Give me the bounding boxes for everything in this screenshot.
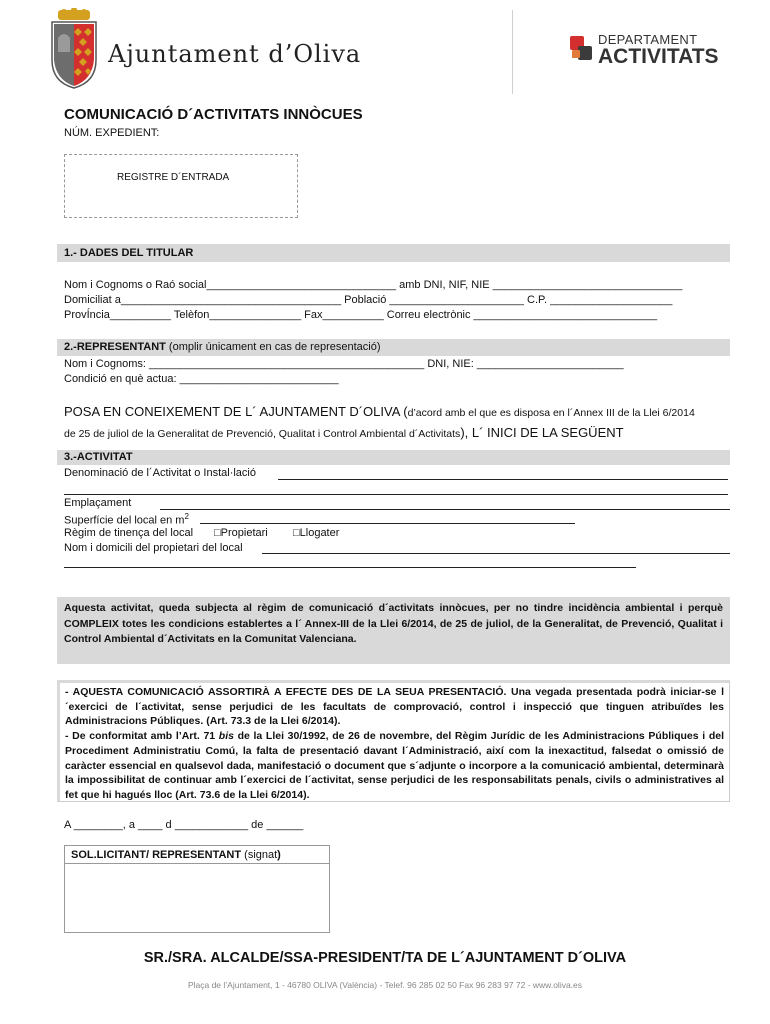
superficie-sup: 2 [184, 512, 189, 521]
superficie-text: Superfície del local en m [64, 514, 185, 527]
denominacio-label: Denominació de l´Activitat o Instal·lació [64, 467, 256, 479]
footer-address: Plaça de l’Ajuntament, 1 - 46780 OLIVA (València) - Telef. 96 285 02 50 Fax 96 283 97 72 - www.oliva.es [187, 980, 583, 990]
registre-label: REGISTRE D´ENTRADA [117, 172, 230, 183]
signature-box[interactable] [64, 845, 330, 933]
addressee: SR./SRA. ALCALDE/SSA-PRESIDENT/TA DE L´AJUNTAMENT D´OLIVA [143, 950, 627, 966]
signature-label-end: ) [277, 849, 281, 861]
date-line[interactable]: A ________, a ____ d ____________ de ______ [64, 819, 304, 831]
propietari-label: Nom i domicili del propietari del local [64, 542, 243, 554]
propietari-line-2 [64, 567, 636, 568]
section2-heading [57, 339, 730, 356]
department-line2: ACTIVITATS [598, 45, 719, 68]
representant-line-1: Nom i Cognoms: _____________________________________________ DNI, NIE: ________________________ [64, 358, 624, 370]
llogater-checkbox[interactable]: □Llogater [293, 527, 340, 539]
registre-box [64, 154, 298, 218]
council-name: Ajuntament d’Oliva [108, 40, 362, 68]
propietari-checkbox[interactable]: □Propietari [214, 527, 268, 539]
document-title: COMUNICACIÓ D´ACTIVITATS INNÒCUES [64, 106, 363, 123]
regim-label: Règim de tinença del local [64, 527, 194, 539]
representant-line-2: Condició en què actua: __________________________ [64, 373, 339, 385]
coat-of-arms [48, 8, 100, 90]
notice-large-2: ), L´ INICI DE LA SEGÜENT [460, 425, 624, 440]
notice-large-1: POSA EN CONEIXEMENT DE L´ AJUNTAMENT D´OLIVA ( [64, 404, 408, 419]
legal-box [57, 680, 730, 802]
superficie-line [200, 523, 575, 524]
signature-label-bold: SOL.LICITANT/ REPRESENTANT [71, 849, 242, 861]
notice-small-2: de 25 de juliol de la Generalitat de Prevenció, Qualitat i Control Ambiental d´Activitats [64, 428, 461, 440]
notice-text [64, 402, 734, 444]
header-divider [512, 10, 513, 94]
regime-box: Aquesta activitat, queda subjecta al règim de comunicació d´activitats innòcues, per no tindre incidència ambiental i perquè COMPLEIX totes les condicions establertes a l´ Annex-III de la Llei 6/2014, de 25 de juliol, de la Generalitat, de Prevenció, Qualitat i Control Ambiental d´Activitats en la Comunitat Valenciana. [57, 597, 730, 664]
emplacament-label: Emplaçament [64, 497, 132, 509]
propietari-line [262, 553, 730, 554]
legal-p2-bis: bis [218, 730, 234, 743]
notice-small-1: d’acord amb el que es disposa en l´Annex III de la Llei 6/2014 [407, 407, 695, 419]
titular-line-2: Domiciliat a____________________________________ Població ______________________ C.P. ____________________ [64, 294, 673, 306]
section2-heading-rest: (omplir únicament en cas de representació) [165, 341, 381, 353]
denominacio-line [278, 479, 728, 480]
section2-heading-bold: 2.-REPRESENTANT [64, 341, 166, 353]
section1-heading: 1.- DADES DEL TITULAR [57, 244, 730, 262]
titular-line-3: ProvÍncia__________ Telèfon_______________ Fax__________ Correu electrònic ______________________________ [64, 309, 658, 321]
section3-heading: 3.-ACTIVITAT [57, 450, 730, 465]
department-line1: DEPARTAMENT [598, 32, 698, 47]
legal-p2-b: de la Llei 30/1992, de 26 de novembre, del Règim Jurídic de les Administracions Públiques i del Procediment Administratiu Comú, la falta de presentació davant l´Administració, així com la inexactitud, falsedat o omissió de caràcter essencial en qualsevol dada, manifestació o document que s´adjunte o incorpore a la comunicació ambiental, determinarà la impossibilitat de continuar amb l´exercici de l´activitat, sense perjudici de les responsabilitats penals, civils o administratives al fet que hi hagués lloc (Art. 73.6 de la Llei 6/2014). [65, 730, 724, 801]
signature-label-underline [65, 863, 329, 864]
expedient-label: NÚM. EXPEDIENT: [64, 127, 160, 139]
titular-line-1: Nom i Cognoms o Raó social_______________________________ amb DNI, NIF, NIE _______________________________ [64, 279, 683, 291]
signature-label-rest: (signat [241, 849, 278, 861]
legal-p2-a: - De conformitat amb l’Art. 71 [65, 730, 219, 743]
superficie-label [64, 510, 189, 528]
denominacio-line-2 [64, 494, 728, 495]
signature-label [71, 848, 281, 862]
emplacament-line [160, 509, 730, 510]
legal-paragraph-1: - AQUESTA COMUNICACIÓ ASSORTIRÀ A EFECTE DES DE LA SEUA PRESENTACIÓ. Una vegada presentada podrà iniciar-se l´exercici de l´activitat, sense perjudici de les facultats de comprovació, control i inspecció que tinguen atribuïdes les Administracions Públiques. (Art. 73.3 de la Llei 6/2014). [65, 686, 724, 728]
department-logo-icon [568, 34, 598, 64]
legal-paragraph-2 [65, 729, 724, 803]
